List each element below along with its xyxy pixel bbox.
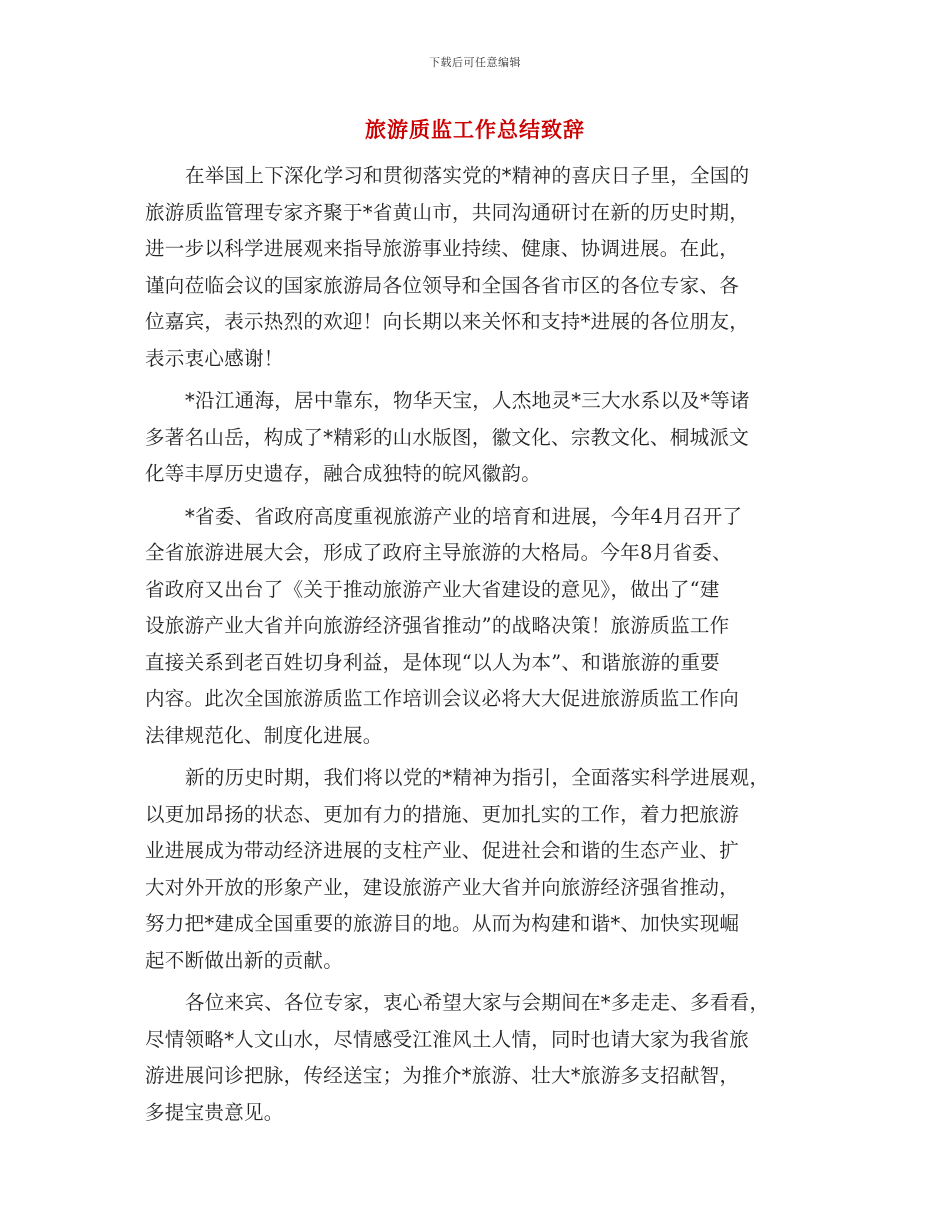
- paragraph-line: 多提宝贵意见。: [145, 1100, 284, 1124]
- paragraph-line: 法律规范化、制度化进展。: [145, 723, 383, 747]
- paragraph-1: [145, 158, 810, 377]
- paragraph-line: 各位来宾、各位专家，衷心希望大家与会期间在*多走走、多看看，: [185, 991, 770, 1014]
- paragraph-4: [145, 760, 810, 979]
- paragraph-line: 新的历史时期，我们将以党的*精神为指引，全面落实科学进展观，: [185, 766, 770, 789]
- paragraph-line: 全省旅游进展大会，形成了政府主导旅游的大格局。今年8月省委、: [145, 541, 732, 564]
- paragraph-line: 以更加昂扬的状态、更加有力的措施、更加扎实的工作，着力把旅游: [145, 802, 740, 826]
- paragraph-5: [145, 985, 810, 1131]
- paragraph-line: 谨向莅临会议的国家旅游局各位领导和全国各省市区的各位专家、各: [145, 273, 740, 297]
- paragraph-line: 化等丰厚历史遗存，融合成独特的皖风徽韵。: [145, 462, 542, 485]
- page-header-note: 下载后可任意编辑: [429, 56, 521, 69]
- paragraph-line: 大对外开放的形象产业，建设旅游产业大省并向旅游经济强省推动，: [145, 875, 740, 899]
- paragraph-line: 进一步以科学进展观来指导旅游事业持续、健康、协调进展。在此，: [145, 237, 740, 260]
- paragraph-line: 内容。此次全国旅游质监工作培训会议必将大大促进旅游质监工作向: [145, 687, 740, 710]
- paragraph-line: *省委、省政府高度重视旅游产业的培育和进展，今年4月召开了: [185, 504, 743, 528]
- paragraph-line: 业进展成为带动经济进展的支柱产业、促进社会和谐的生态产业、扩: [145, 839, 740, 862]
- paragraph-line: 旅游质监管理专家齐聚于*省黄山市，共同沟通研讨在新的历史时期，: [145, 200, 750, 224]
- paragraph-line: 直接关系到老百姓切身利益，是体现“以人为本”、和谐旅游的重要: [145, 650, 720, 674]
- paragraph-line: 表示衷心感谢！: [145, 346, 284, 370]
- document-title: 旅游质监工作总结致辞: [365, 117, 585, 142]
- paragraph-2: [145, 383, 810, 493]
- paragraph-line: 在举国上下深化学习和贯彻落实党的*精神的喜庆日子里，全国的: [185, 164, 750, 187]
- paragraph-line: 起不断做出新的贡献。: [145, 948, 344, 972]
- paragraph-line: 努力把*建成全国重要的旅游目的地。从而为构建和谐*、加快实现崛: [145, 912, 740, 935]
- paragraph-line: 省政府又出台了《关于推动旅游产业大省建设的意见》，做出了“建: [145, 577, 720, 601]
- paragraph-3: [145, 499, 810, 755]
- paragraph-line: 尽情领略*人文山水，尽情感受江淮风土人情，同时也请大家为我省旅: [145, 1027, 750, 1051]
- document-body: [145, 158, 810, 1137]
- paragraph-line: *沿江通海，居中靠东，物华天宝，人杰地灵*三大水系以及*等诸: [185, 389, 750, 412]
- paragraph-line: 设旅游产业大省并向旅游经济强省推动”的战略决策！旅游质监工作: [145, 614, 730, 637]
- paragraph-line: 多著名山岳，构成了*精彩的山水版图，徽文化、宗教文化、桐城派文: [145, 425, 750, 449]
- paragraph-line: 游进展问诊把脉，传经送宝；为推介*旅游、壮大*旅游多支招献智，: [145, 1064, 740, 1087]
- paragraph-line: 位嘉宾，表示热烈的欢迎！向长期以来关怀和支持*进展的各位朋友，: [145, 310, 750, 333]
